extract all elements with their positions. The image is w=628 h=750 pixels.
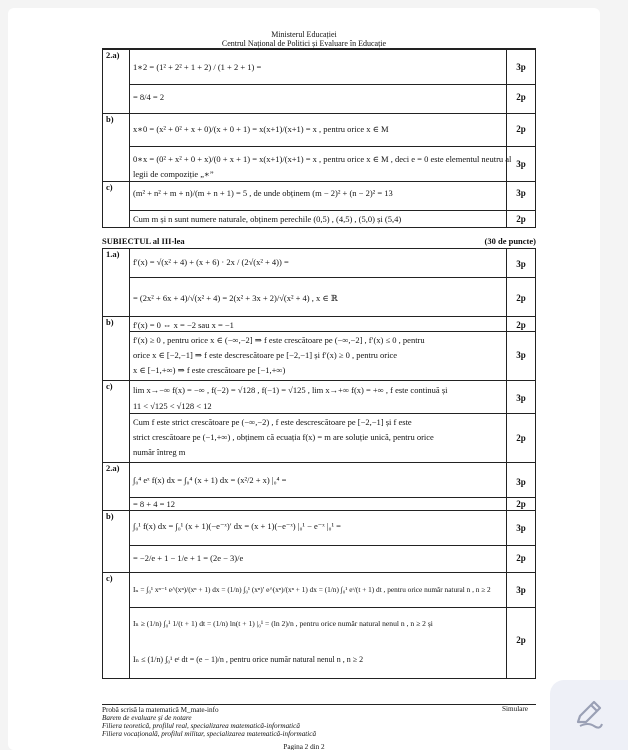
row-divider (130, 146, 506, 147)
footer-simulare: Simulare (502, 705, 528, 713)
answer-cell (130, 463, 507, 511)
answer-cell (130, 381, 507, 463)
row-divider (507, 146, 535, 147)
row-divider (507, 331, 535, 332)
answer-line: f′(x) = √(x² + 4) + (x + 6) · 2x / (2√(x² + 4)) = (133, 257, 289, 267)
row-divider (130, 497, 506, 498)
answer-line: (m² + n² + m + n)/(m + n + 1) = 5 , de unde obținem (m − 2)² + (n − 2)² = 13 (133, 188, 393, 198)
row-divider (507, 607, 535, 608)
table-row (103, 511, 536, 573)
points: 2p (516, 293, 526, 303)
document-page (8, 8, 600, 750)
row-divider (130, 331, 506, 332)
answer-cell (130, 573, 507, 679)
answer-line: = 8/4 = 2 (133, 92, 165, 102)
footer-exam: Probă scrisă la matematică M_mate-info (102, 706, 219, 714)
table-row (103, 50, 536, 114)
answer-line: 1∗2 = (1² + 2² + 1 + 2) / (1 + 2 + 1) = (133, 62, 262, 72)
points: 2p (516, 433, 526, 443)
header-ministry: Ministerul Educației (271, 30, 337, 39)
points-cell (507, 182, 536, 228)
answer-cell (130, 114, 512, 182)
edit-pencil-icon (572, 696, 606, 730)
page-number: Pagina 2 din 2 (283, 743, 325, 750)
row-divider (507, 413, 535, 414)
answer-line: orice x ∈ [−2,−1] ⇒ f este descrescătoare pe [−2,−1] și f′(x) ≥ 0 , pentru orice (133, 350, 398, 360)
item-label: b) (103, 114, 130, 182)
points-cell (507, 114, 536, 182)
answer-line: f′(x) = 0 ⇔ x = −2 sau x = −1 (133, 320, 234, 330)
points: 2p (516, 635, 526, 645)
subject3-title: SUBIECTUL al III-lea (102, 236, 185, 246)
item-label: b) (103, 317, 130, 381)
points: 2p (516, 320, 526, 330)
points: 2p (516, 214, 526, 224)
answer-line: legii de compoziție „∗” (133, 169, 214, 179)
answer-line: strict crescătoare pe (−1,+∞) , obținem că ecuația f(x) = m are soluție unică, pentru orice (133, 432, 434, 442)
points-cell (507, 463, 536, 511)
points: 3p (516, 188, 526, 198)
points-cell (507, 381, 536, 463)
points: 3p (516, 259, 526, 269)
edit-fab-button[interactable] (550, 680, 628, 750)
row-divider (507, 545, 535, 546)
points: 2p (516, 92, 526, 102)
answer-line: număr întreg m (133, 447, 186, 457)
answer-cell (130, 50, 507, 114)
row-divider (507, 497, 535, 498)
points: 2p (516, 124, 526, 134)
points-cell (507, 249, 536, 317)
answer-cell (130, 249, 507, 317)
answer-line: f′(x) ≥ 0 , pentru orice x ∈ (−∞,−2] ⇒ f este crescătoare pe (−∞,−2] , f′(x) ≤ 0 , pentru (133, 335, 425, 345)
row-divider (507, 277, 535, 278)
row-divider (507, 84, 535, 85)
footer-filiera1-text: Filiera teoretică, profilul real, specializarea matematică-informatică (102, 722, 300, 730)
row-divider (130, 545, 506, 546)
answer-line: 0∗x = (0² + x² + 0 + x)/(0 + x + 1) = x(x+1)/(x+1) = x , pentru orice x ∈ M , deci e = 0 este elementul neutru al (133, 154, 512, 164)
answer-line: 11 < √125 < √128 < 12 (133, 401, 212, 411)
points: 3p (516, 523, 526, 533)
row-divider (130, 607, 506, 608)
row-divider (130, 84, 506, 85)
item-label: 2.a) (103, 463, 130, 511)
points-cell (507, 50, 536, 114)
footer-filiera2-text: Filiera vocațională, profilul militar, specializarea matematică-informatică (102, 730, 317, 738)
header-center: Centrul Național de Politici și Evaluare în Educație (221, 39, 387, 48)
subject3-points: (30 de puncte) (484, 236, 536, 246)
row-divider (130, 413, 506, 414)
points: 3p (516, 477, 526, 487)
item-label: c) (103, 381, 130, 463)
row-divider (130, 210, 506, 211)
answer-line: Cum f este strict crescătoare pe (−∞,−2) , f este descrescătoare pe [−2,−1] și f este (133, 417, 412, 427)
footer-divider (102, 704, 536, 705)
item-label: 2.a) (103, 50, 130, 114)
points: 3p (516, 585, 526, 595)
item-label: c) (103, 573, 130, 679)
answer-line: lim x→−∞ f(x) = −∞ , f(−2) = √128 , f(−1) = √125 , lim x→+∞ f(x) = +∞ , f este continuă și (133, 385, 448, 395)
item-label: c) (103, 182, 130, 228)
answer-line: ∫₀⁴ eˣ f(x) dx = ∫₀⁴ (x + 1) dx = (x²/2 + x) |₀⁴ = (133, 475, 287, 485)
points: 3p (516, 159, 526, 169)
answer-line: Iₙ ≥ (1/n) ∫₀¹ 1/(t + 1) dt = (1/n) ln(t + 1) |₀¹ = (ln 2)/n , pentru orice număr natural nenul n , n ≥ 2 și (133, 619, 433, 628)
answer-line: x ∈ [−1,+∞) ⇒ f este crescătoare pe [−1,+∞) (133, 365, 286, 375)
answer-line: Iₙ = ∫₀¹ xⁿ⁻¹ e^(xⁿ)/(xⁿ + 1) dx = (1/n) ∫₀¹ (xⁿ)′ e^(xⁿ)/(xⁿ + 1) dx = (1/n) ∫₀¹ eᵗ/(t + 1) dt , pentru orice număr natural n , n ≥ 2 (133, 585, 491, 594)
row-divider (130, 277, 506, 278)
points: 3p (516, 350, 526, 360)
answer-line: = 8 + 4 = 12 (133, 499, 176, 509)
table-row (103, 182, 536, 228)
row-divider (507, 210, 535, 211)
footer-barem-text: Barem de evaluare și de notare (102, 714, 192, 722)
subject2-table (102, 49, 536, 228)
answer-line: x∗0 = (x² + 0² + x + 0)/(x + 0 + 1) = x(x+1)/(x+1) = x , pentru orice x ∈ M (133, 124, 389, 134)
answer-line: ∫₀¹ f(x) dx = ∫₀¹ (x + 1)(−e⁻ˣ)′ dx = (x + 1)(−e⁻ˣ) |₀¹ − e⁻ˣ |₀¹ = (133, 521, 341, 531)
points-cell (507, 317, 536, 381)
points-cell (507, 573, 536, 679)
footer-filiera2 (102, 730, 316, 738)
subject3-table (102, 248, 536, 679)
table-row (103, 249, 536, 317)
points-cell (507, 511, 536, 573)
table-row (103, 463, 536, 511)
answer-cell (130, 317, 507, 381)
table-row (103, 573, 536, 679)
item-label: b) (103, 511, 130, 573)
points: 2p (516, 499, 526, 509)
answer-line: Iₙ ≤ (1/n) ∫₀¹ eᵗ dt = (e − 1)/n , pentru orice număr natural nenul n , n ≥ 2 (133, 655, 364, 664)
points: 2p (516, 553, 526, 563)
points: 3p (516, 393, 526, 403)
subject3-heading (102, 236, 536, 246)
answer-cell (130, 511, 507, 573)
answer-line: = −2/e + 1 − 1/e + 1 = (2e − 3)/e (133, 553, 244, 563)
item-label: 1.a) (103, 249, 130, 317)
points: 3p (516, 62, 526, 72)
answer-cell (130, 182, 507, 228)
answer-line: Cum m și n sunt numere naturale, obținem perechile (0,5) , (4,5) , (5,0) și (5,4) (133, 214, 402, 224)
table-row (103, 114, 536, 182)
table-row (103, 317, 536, 381)
table-row (103, 381, 536, 463)
answer-line: = (2x² + 6x + 4)/√(x² + 4) = 2(x² + 3x + 2)/√(x² + 4) , x ∈ ℝ (133, 293, 338, 303)
